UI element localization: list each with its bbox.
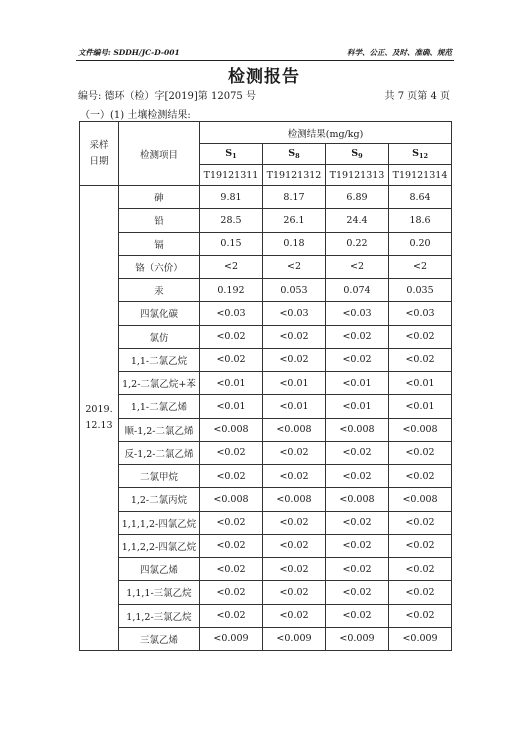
result-value: <0.02 [200,511,263,534]
result-value: 0.053 [263,279,326,302]
result-value: <0.02 [389,534,452,557]
table-row [80,627,452,650]
test-item: 铅 [119,209,200,232]
header-test-result: 检测结果(mg/kg) [200,122,452,144]
result-value: 0.22 [326,232,389,255]
result-value: <0.02 [326,511,389,534]
result-value: <0.009 [263,627,326,650]
result-value: <0.02 [389,511,452,534]
result-value: <0.01 [200,395,263,418]
result-value: <0.02 [389,348,452,371]
result-value: <0.02 [326,604,389,627]
result-value: <0.02 [326,558,389,581]
table-row [80,465,452,488]
result-value: 0.035 [389,279,452,302]
header-sampling-date: 采样日期 [80,122,119,186]
result-value: <0.02 [263,465,326,488]
sampling-date: 2019. 12.13 [80,186,119,651]
sample-name-3: $S_9$ [326,144,389,165]
test-item: 1,1,1-三氯乙烷 [119,581,200,604]
result-value: <0.02 [263,348,326,371]
result-value: 0.20 [389,232,452,255]
result-value: <0.02 [326,441,389,464]
result-value: <0.02 [200,348,263,371]
test-item: 二氯甲烷 [119,465,200,488]
result-value: 0.074 [326,279,389,302]
sample-code-3: T19121313 [326,165,389,186]
result-value: <0.02 [200,441,263,464]
sample-name-1: $S_1$ [200,144,263,165]
result-value: 8.64 [389,186,452,209]
result-value: <0.02 [200,581,263,604]
result-value: <0.02 [389,441,452,464]
test-item: 1,1,1,2-四氯乙烷 [119,511,200,534]
report-number: 编号: 德环（检）字[2019]第 12075 号 [78,91,256,102]
result-value: <0.02 [326,325,389,348]
test-item: 镉 [119,232,200,255]
test-item: 1,1-二氯乙烯 [119,395,200,418]
sample-code-2: T19121312 [263,165,326,186]
result-value: 26.1 [263,209,326,232]
table-row [80,348,452,371]
sample-name-2: $S_8$ [263,144,326,165]
table-row [80,441,452,464]
result-value: <0.02 [389,604,452,627]
result-value: <0.008 [326,488,389,511]
result-value: <0.02 [200,534,263,557]
table-row [80,558,452,581]
header-divider [76,60,454,61]
test-item: 汞 [119,279,200,302]
result-value: <0.008 [263,418,326,441]
test-item: 1,1-二氯乙烷 [119,348,200,371]
table-row [80,372,452,395]
result-value: 0.192 [200,279,263,302]
sample-code-4: T19121314 [389,165,452,186]
result-value: <0.02 [326,348,389,371]
test-item: 1,2-二氯乙烷+苯 [119,372,200,395]
result-value: 9.81 [200,186,263,209]
table-row [80,511,452,534]
result-value: <0.02 [326,534,389,557]
results-table [79,121,452,651]
test-item: 砷 [119,186,200,209]
result-value: <0.02 [263,441,326,464]
test-item: 反-1,2-二氯乙烯 [119,441,200,464]
result-value: <0.02 [263,325,326,348]
table-row [80,302,452,325]
result-value: 8.17 [263,186,326,209]
header-motto: 科学、公正、及时、准确、规范 [347,48,452,57]
result-value: 0.15 [200,232,263,255]
table-row [80,186,452,209]
table-row [80,488,452,511]
result-value: <0.03 [200,302,263,325]
result-value: <0.01 [326,372,389,395]
table-row [80,325,452,348]
result-value: <2 [389,255,452,278]
table-row [80,209,452,232]
result-value: <0.02 [263,511,326,534]
result-value: <0.01 [200,372,263,395]
result-value: <0.01 [263,395,326,418]
table-row [80,395,452,418]
result-value: <0.03 [389,302,452,325]
table-row [80,604,452,627]
result-value: <2 [200,255,263,278]
result-value: <0.009 [200,627,263,650]
report-title: 检测报告 [228,67,300,87]
result-value: 28.5 [200,209,263,232]
result-value: <0.02 [263,604,326,627]
result-value: <0.02 [389,581,452,604]
result-value: <0.009 [326,627,389,650]
result-value: <0.01 [326,395,389,418]
result-value: <0.009 [389,627,452,650]
test-item: 三氯乙烯 [119,627,200,650]
result-value: <0.03 [263,302,326,325]
table-row [80,232,452,255]
result-value: 0.18 [263,232,326,255]
section-heading: （一）(1) 土壤检测结果: [80,110,191,121]
header-test-item: 检测项目 [119,122,200,186]
test-item: 氯仿 [119,325,200,348]
result-value: <0.02 [326,465,389,488]
result-value: <0.008 [200,418,263,441]
test-item: 铬（六价） [119,255,200,278]
test-item: 四氯乙烯 [119,558,200,581]
result-value: <0.02 [200,604,263,627]
result-value: <0.008 [389,488,452,511]
result-value: <0.02 [389,465,452,488]
result-value: <0.02 [389,325,452,348]
test-item: 1,1,2-三氯乙烷 [119,604,200,627]
result-value: <0.01 [389,372,452,395]
result-value: 24.4 [326,209,389,232]
table-row [80,534,452,557]
result-value: <0.02 [263,581,326,604]
page-indicator: 共 7 页第 4 页 [384,91,450,102]
result-value: 18.6 [389,209,452,232]
result-value: <0.02 [200,558,263,581]
result-value: <0.02 [200,325,263,348]
test-item: 四氯化碳 [119,302,200,325]
result-value: <0.008 [389,418,452,441]
result-value: 6.89 [326,186,389,209]
result-value: <2 [326,255,389,278]
table-row [80,279,452,302]
result-value: <0.008 [326,418,389,441]
result-value: <0.02 [326,581,389,604]
file-number: 文件编号: SDDH/JC-D-001 [78,48,180,57]
result-value: <2 [263,255,326,278]
result-value: <0.008 [200,488,263,511]
test-item: 1,2-二氯丙烷 [119,488,200,511]
result-value: <0.02 [389,558,452,581]
result-value: <0.02 [200,465,263,488]
result-value: <0.01 [389,395,452,418]
table-row [80,581,452,604]
result-value: <0.02 [263,534,326,557]
result-value: <0.03 [326,302,389,325]
test-item: 顺-1,2-二氯乙烯 [119,418,200,441]
result-value: <0.02 [263,558,326,581]
table-row [80,418,452,441]
result-value: <0.01 [263,372,326,395]
test-item: 1,1,2,2-四氯乙烷 [119,534,200,557]
table-row [80,255,452,278]
sample-name-4: $S_{12}$ [389,144,452,165]
sample-code-1: T19121311 [200,165,263,186]
result-value: <0.008 [263,488,326,511]
